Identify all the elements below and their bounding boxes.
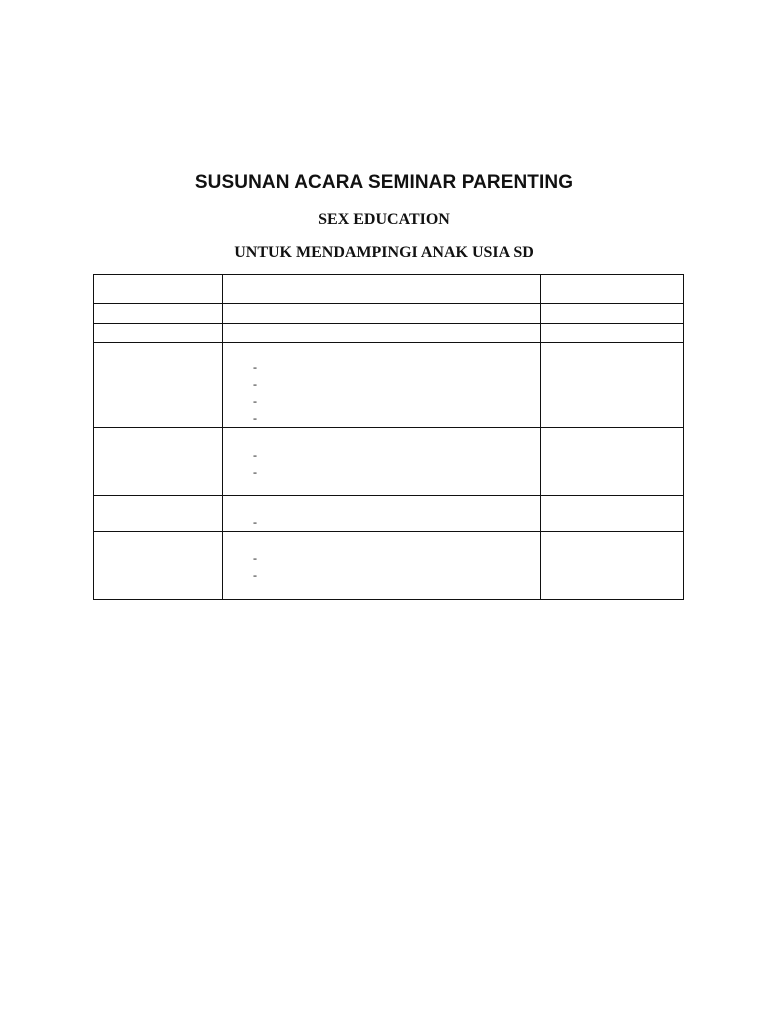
dash-bullet: - xyxy=(253,411,257,425)
table-row-header xyxy=(94,275,684,304)
table-cell-person xyxy=(541,275,684,304)
dash-bullet: - xyxy=(253,360,257,374)
table-cell-time xyxy=(94,428,223,496)
table-cell-activity xyxy=(223,324,541,343)
activity-dash-list xyxy=(223,447,540,481)
document-title: SUSUNAN ACARA SEMINAR PARENTING xyxy=(194,172,574,193)
dash-bullet: - xyxy=(253,448,257,462)
table-cell-person xyxy=(541,343,684,428)
table-cell-activity xyxy=(223,428,541,496)
table-cell-time xyxy=(94,324,223,343)
table-cell-time xyxy=(94,532,223,600)
table-cell-activity xyxy=(223,343,541,428)
document-subtitle-topic: SEX EDUCATION xyxy=(318,211,450,228)
table-row xyxy=(94,324,684,343)
table-row xyxy=(94,304,684,324)
dash-bullet: - xyxy=(253,394,257,408)
table-cell-person xyxy=(541,428,684,496)
table-cell-time xyxy=(94,275,223,304)
table-cell-activity xyxy=(223,304,541,324)
table-cell-activity xyxy=(223,532,541,600)
document-subtitle-audience: UNTUK MENDAMPINGI ANAK USIA SD xyxy=(234,244,534,261)
table-row xyxy=(94,428,684,496)
table-cell-person xyxy=(541,304,684,324)
dash-bullet: - xyxy=(253,568,257,582)
table-cell-person xyxy=(541,324,684,343)
table-cell-activity xyxy=(223,275,541,304)
dash-bullet: - xyxy=(253,465,257,479)
table-cell-person xyxy=(541,532,684,600)
table-cell-activity xyxy=(223,496,541,532)
table-row xyxy=(94,343,684,428)
dash-bullet: - xyxy=(253,377,257,391)
dash-bullet: - xyxy=(253,551,257,565)
table-row xyxy=(94,532,684,600)
schedule-table xyxy=(93,274,684,600)
activity-dash-list xyxy=(223,550,540,584)
table-cell-person xyxy=(541,496,684,532)
dash-bullet: - xyxy=(253,515,257,529)
table-cell-time xyxy=(94,343,223,428)
table-cell-time xyxy=(94,304,223,324)
table-cell-time xyxy=(94,496,223,532)
table-row xyxy=(94,496,684,532)
activity-dash-list xyxy=(223,514,540,531)
activity-dash-list xyxy=(223,359,540,427)
